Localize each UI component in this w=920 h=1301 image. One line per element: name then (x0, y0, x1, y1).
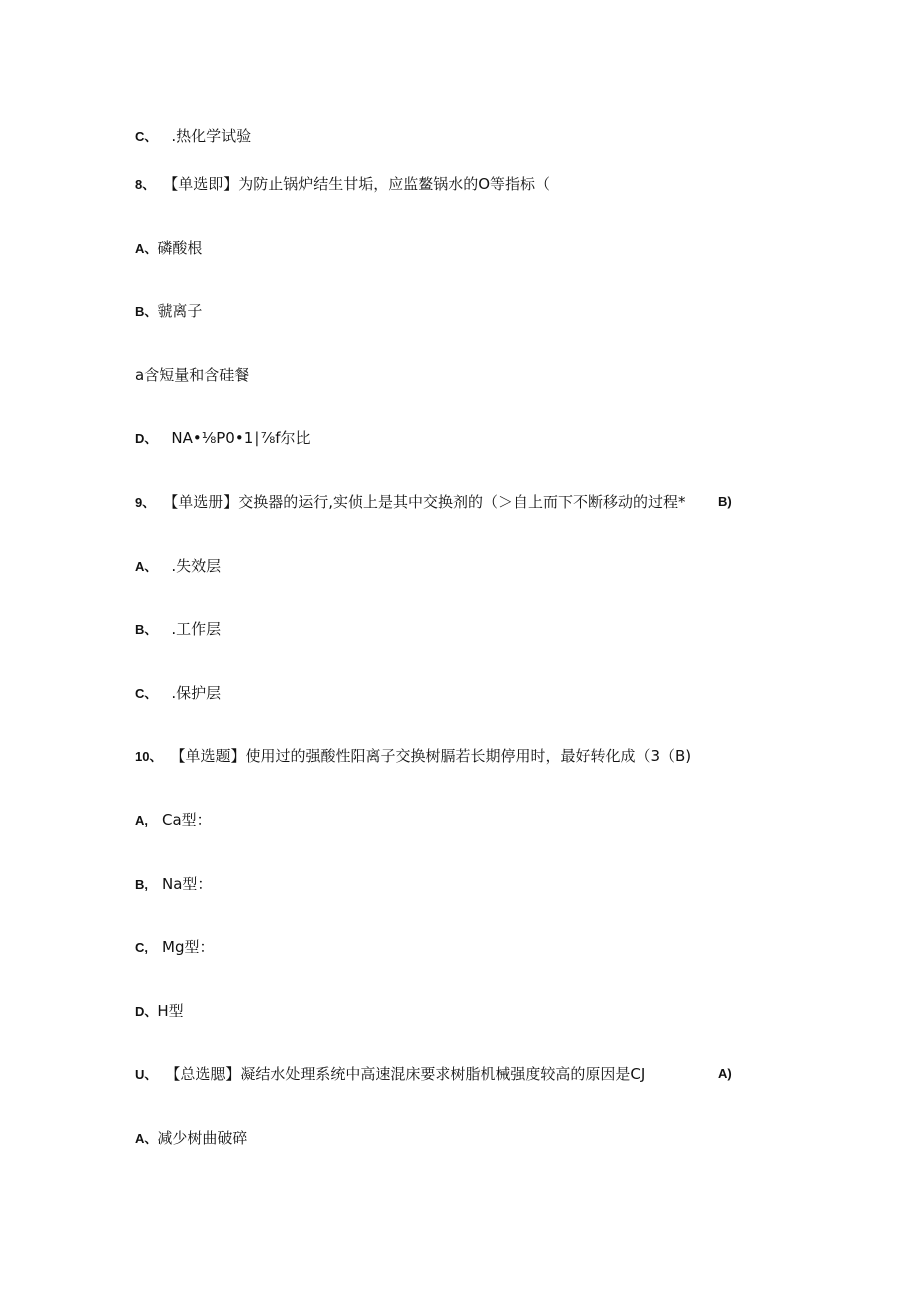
option-letter: A, (135, 813, 148, 828)
option-b (135, 874, 212, 895)
question-text: 【单选即】为防止锅炉结生甘垢，应监鳌锅水的O等指标（ (163, 175, 551, 193)
answer-label: A) (718, 1066, 732, 1081)
option-letter: A、 (135, 241, 158, 256)
option-text: .工作层 (171, 620, 222, 638)
question-text: 【单选题】使用过的强酸性阳离子交换树膈若长期停用时，最好转化成（3（B) (170, 747, 692, 765)
option-c (135, 937, 214, 958)
option-b (135, 301, 202, 322)
option-text: NA•⅛P0•1∣⅞f尔比 (171, 429, 311, 447)
option-a (135, 810, 212, 831)
option-text: Mg型： (162, 938, 215, 956)
option-letter: A、 (135, 559, 158, 574)
question-number: U、 (135, 1067, 158, 1082)
option-c (135, 126, 251, 147)
option-d (135, 428, 311, 449)
option-letter: A、 (135, 1131, 158, 1146)
option-letter: C、 (135, 686, 158, 701)
option-letter: B、 (135, 304, 158, 319)
question-8 (135, 174, 550, 195)
option-a (135, 556, 221, 577)
option-text: Ca型： (162, 811, 212, 829)
option-letter: D、 (135, 431, 158, 446)
option-text: .保护层 (171, 684, 222, 702)
question-10 (135, 746, 691, 767)
question-text: 【总选腮】凝结水处理系统中高速混床要求树脂机械强度较高的原因是CJ (165, 1065, 646, 1083)
option-text: 减少树曲破碎 (157, 1129, 248, 1147)
option-letter: C、 (135, 129, 158, 144)
option-text: Na型： (162, 875, 213, 893)
question-number: 9、 (135, 495, 156, 510)
option-c (135, 365, 249, 385)
option-c (135, 683, 221, 704)
option-b (135, 619, 221, 640)
option-letter: D、 (135, 1004, 158, 1019)
option-letter: B、 (135, 622, 158, 637)
option-text: .热化学试验 (171, 127, 252, 145)
option-a (135, 1128, 247, 1149)
question-number: 10、 (135, 749, 163, 764)
question-text: 【单选册】交换器的运行,实侦上是其中交换剂的（＞自上而下不断移动的过程* (163, 493, 686, 511)
question-number: 8、 (135, 177, 156, 192)
option-a (135, 238, 202, 259)
option-d (135, 1001, 184, 1022)
option-letter: B, (135, 877, 148, 892)
answer-label: B) (718, 494, 732, 509)
option-text: 虢离子 (157, 302, 203, 320)
option-text: 磷酸根 (157, 239, 203, 257)
option-letter: C, (135, 940, 148, 955)
option-text: a含短量和含硅餐 (135, 366, 250, 384)
question-11 (135, 1064, 645, 1085)
question-9 (135, 492, 686, 513)
option-text: H型 (157, 1002, 184, 1020)
option-text: .失效层 (171, 557, 222, 575)
